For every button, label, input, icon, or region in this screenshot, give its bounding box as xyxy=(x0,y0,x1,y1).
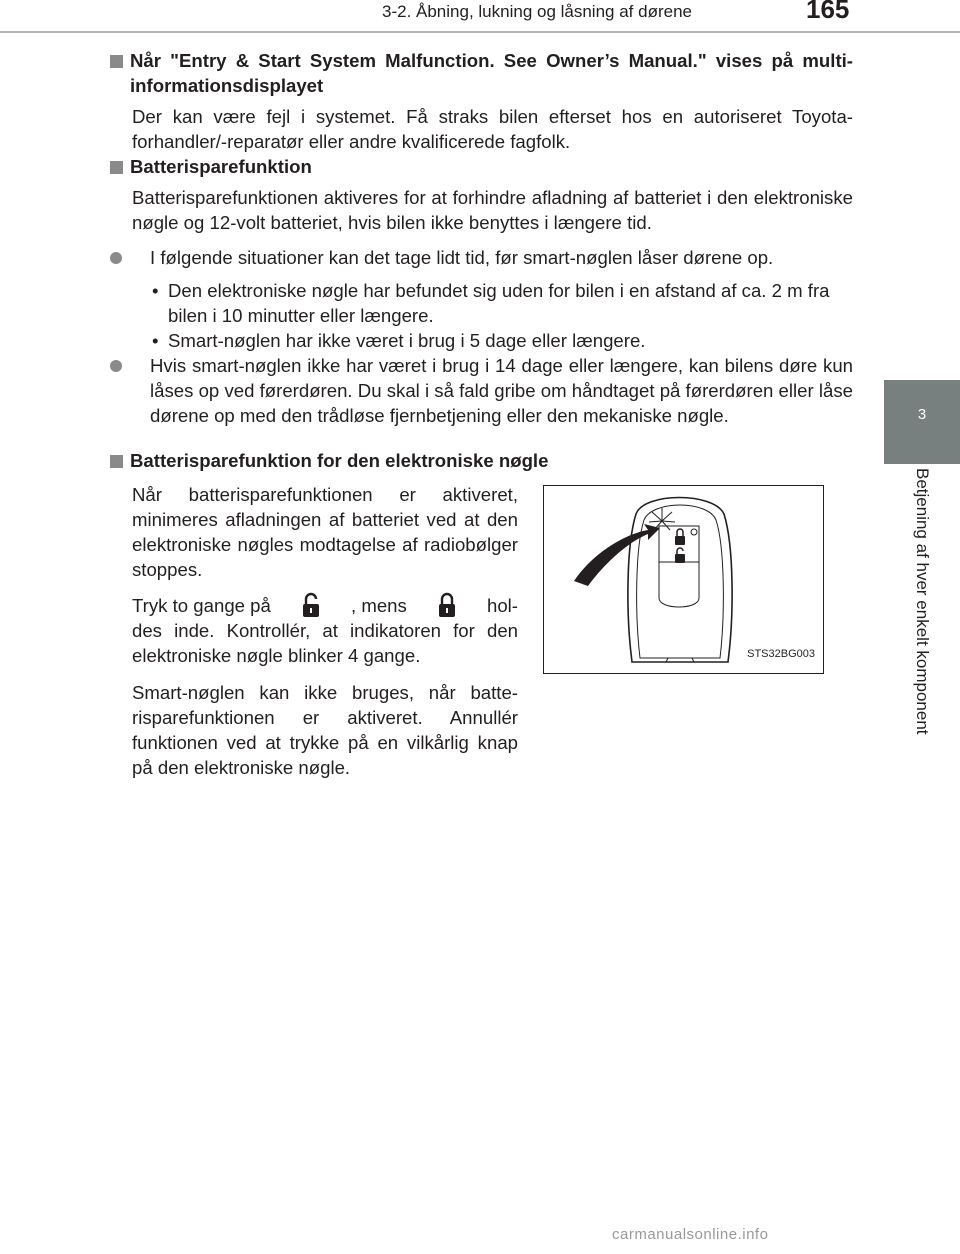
unlock-button-icon xyxy=(300,592,322,618)
square-bullet-icon xyxy=(110,455,123,468)
round-bullet-icon xyxy=(110,360,122,372)
section-malfunction xyxy=(110,48,853,154)
chapter-tab: 3 xyxy=(884,380,960,464)
key-para-1: Når batterisparefunktionen er aktiveret, minimeres afladningen af batteriet ved at den elektroniske nøgles modtagelse af radiobølger stoppes. xyxy=(132,484,518,580)
bullet-text: Hvis smart-nøglen ikke har været i brug i 14 dage eller længere, kan bilens døre kun låses op ved førerdøren. Du skal i så fald gribe om håndtaget på førerdøren eller låse dørene op med den trådløse fjernbetjening eller den mekaniske nøgle. xyxy=(150,355,853,426)
lock-button-icon xyxy=(436,592,458,618)
bullet-item xyxy=(110,353,853,428)
section-heading xyxy=(110,48,853,98)
page-number: 165 xyxy=(806,0,850,24)
bullet-item xyxy=(110,245,853,270)
key-para-3: Smart-nøglen kan ikke bruges, når batte-risparefunktionen er aktiveret. Annullér funktionen ved at trykke på en vilkårlig knap på den elektroniske nøgle. xyxy=(132,682,518,778)
para2-part-d: des inde. Kontrollér, at indikatoren for den elektroniske nøgle blinker 4 gange. xyxy=(132,620,518,666)
sub-text: Den elektroniske nøgle har befundet sig uden for bilen i en afstand af ca. 2 m fra bilen i 10 minutter eller længere. xyxy=(168,280,830,326)
header-rule xyxy=(0,31,960,33)
heading-text: Batterisparefunktion for den elektroniske nøgle xyxy=(130,450,549,471)
square-bullet-icon xyxy=(110,161,123,174)
sub-marker: • xyxy=(152,330,159,351)
key-para-2 xyxy=(132,592,518,668)
para2-part-a: Tryk to gange på xyxy=(132,594,271,616)
sub-item xyxy=(110,278,853,328)
running-header: 3-2. Åbning, lukning og låsning af dørene xyxy=(382,2,692,21)
sub-text: Smart-nøglen har ikke været i brug i 5 dage eller længere. xyxy=(168,330,646,351)
electronic-key-figure xyxy=(543,485,824,674)
sub-item xyxy=(110,328,853,353)
section-battery-saving xyxy=(110,154,853,428)
square-bullet-icon xyxy=(110,55,123,68)
bullet-text: I følgende situationer kan det tage lidt tid, før smart-nøglen låser dørene op. xyxy=(150,247,774,268)
chapter-title: Betjening af hver enkelt komponent xyxy=(913,468,932,735)
section-heading xyxy=(110,448,853,473)
heading-text: Når "Entry & Start System Malfunction. See Owner’s Manual." vises på multi-informationsdisplayet xyxy=(130,50,853,96)
section-heading xyxy=(110,154,853,179)
heading-text: Batterisparefunktion xyxy=(130,156,312,177)
para2-part-c: hol- xyxy=(486,594,518,616)
round-bullet-icon xyxy=(110,252,122,264)
para2-part-b: , mens xyxy=(351,594,407,616)
sub-marker: • xyxy=(152,280,159,301)
figure-code: STS32BG003 xyxy=(747,648,815,660)
section-body: Der kan være fejl i systemet. Få straks bilen efterset hos en autoriseret Toyota-forhandler/-reparatør eller andre kvalificerede fagfolk. xyxy=(132,106,853,152)
section-key-battery-saving xyxy=(110,448,853,473)
section-body: Batterisparefunktionen aktiveres for at forhindre afladning af batteriet i den elektroniske nøgle og 12-volt batteriet, hvis bilen ikke benyttes i længere tid. xyxy=(132,187,853,233)
watermark: carmanualsonline.info xyxy=(612,1226,769,1243)
